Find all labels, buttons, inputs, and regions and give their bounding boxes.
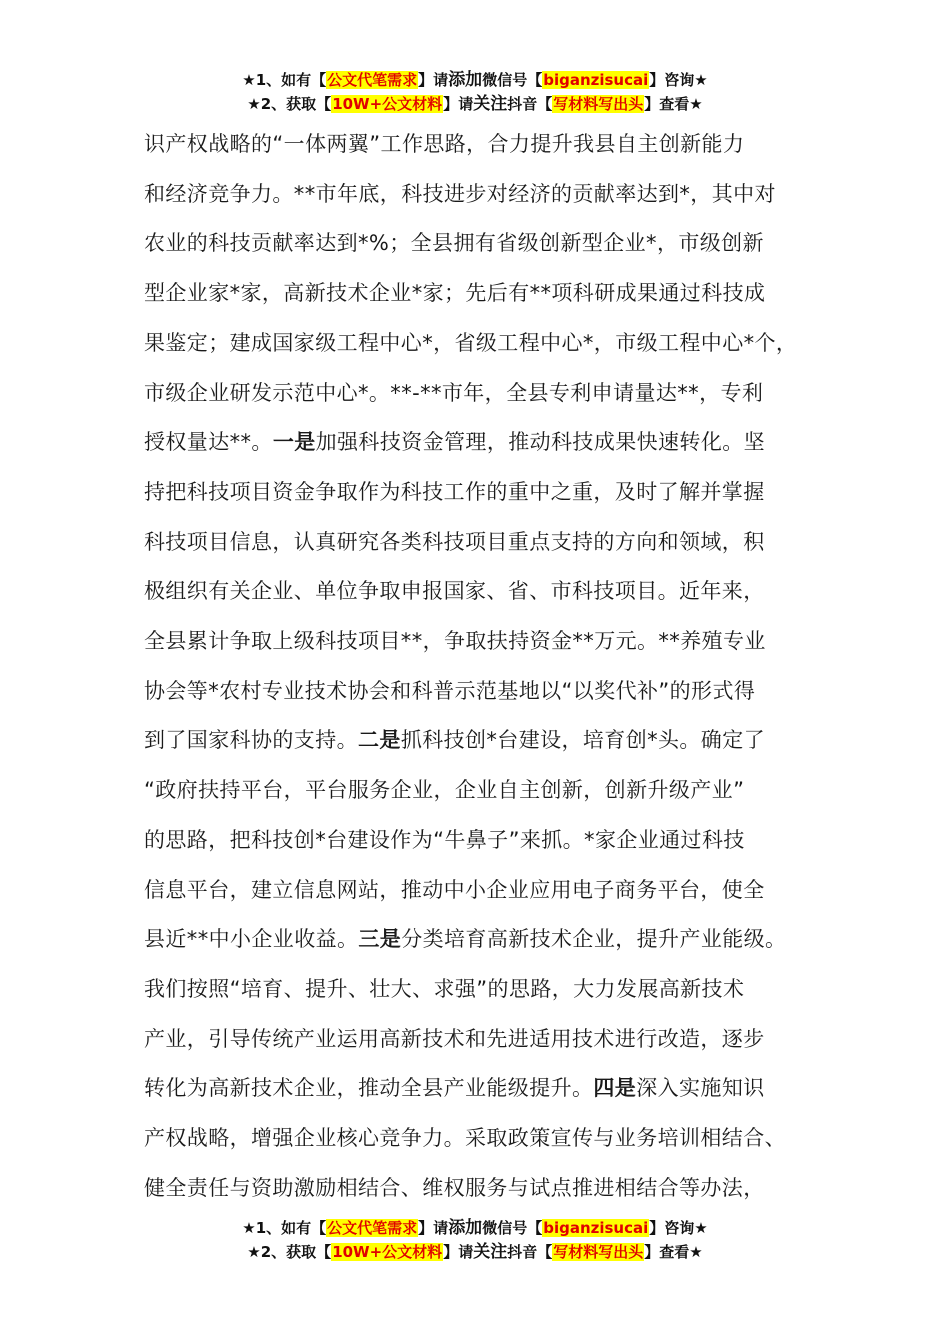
banner-text: ★2、获取【: [247, 1243, 332, 1261]
body-line: 全县累计争取上级科技项目**，争取扶持资金**万元。**养殖专业: [144, 629, 766, 654]
banner-emphasis: 添加: [448, 1218, 483, 1238]
banner-emphasis: 添加: [448, 70, 483, 90]
highlight-materials: 10W+公文材料: [332, 95, 443, 113]
highlight-materials: 10W+公文材料: [332, 1243, 443, 1261]
body-text: 转化为高新技术企业，推动全县产业能级提升。: [144, 1076, 594, 1101]
footer-banner: [0, 1216, 950, 1264]
body-line: 市级企业研发示范中心*。**-**市年，全县专利申请量达**，专利: [144, 380, 764, 405]
banner-emphasis: 关注: [473, 94, 508, 114]
point-marker-4: 四是: [593, 1076, 637, 1101]
document-body: [144, 120, 829, 1213]
body-line: 识产权战略的“一体两翼”工作思路，合力提升我县自主创新能力: [144, 132, 745, 156]
body-line: 信息平台，建立信息网站，推动中小企业应用电子商务平台，使全: [144, 877, 765, 902]
body-line: 产业，引导传统产业运用高新技术和先进适用技术进行改造，逐步: [144, 1026, 765, 1051]
banner-text: 】查看★: [644, 95, 703, 113]
body-line: 和经济竞争力。**市年底，科技进步对经济的贡献率达到*，其中对: [144, 181, 776, 206]
highlight-wechat-id: biganzisucai: [543, 71, 649, 89]
body-line: 我们按照“培育、提升、壮大、求强”的思路，大力发展高新技术: [144, 976, 745, 1001]
banner-text: 抖音【: [507, 1243, 553, 1261]
body-text: 授权量达**。: [144, 430, 273, 455]
body-text: 加强科技资金管理，推动科技成果快速转化。坚: [315, 430, 766, 455]
banner-text: 】咨询★: [649, 71, 708, 89]
banner-text: 微信号【: [482, 71, 543, 89]
banner-text: 】请: [418, 1219, 449, 1237]
body-line: 的思路，把科技创*台建设作为“牛鼻子”来抓。*家企业通过科技: [144, 827, 745, 852]
body-line: [144, 716, 829, 766]
banner-line-1: [0, 68, 950, 92]
body-line: [144, 418, 829, 468]
banner-text: 】请: [418, 71, 449, 89]
point-marker-2: 二是: [358, 728, 401, 753]
header-banner: [0, 68, 950, 116]
banner-text: ★1、如有【: [242, 1219, 327, 1237]
highlight-douyin-id: 写材料写出头: [553, 1243, 644, 1261]
banner-text: ★2、获取【: [247, 95, 332, 113]
body-line: 型企业家*家，高新技术企业*家；先后有**项科研成果通过科技成: [144, 281, 766, 306]
body-line: 产权战略，增强企业核心竞争力。采取政策宣传与业务培训相结合、: [144, 1126, 786, 1151]
banner-line-1: [0, 1216, 950, 1240]
body-text: 分类培育高新技术企业，提升产业能级。: [401, 927, 787, 952]
body-line: [144, 915, 829, 965]
highlight-service: 公文代笔需求: [327, 1219, 418, 1237]
point-marker-3: 三是: [358, 927, 402, 952]
body-text: 到了国家科协的支持。: [144, 728, 358, 753]
body-line: “政府扶持平台，平台服务企业，企业自主创新，创新升级产业”: [144, 778, 745, 803]
body-line: 协会等*农村专业技术协会和科普示范基地以“以奖代补”的形式得: [144, 678, 756, 703]
body-line: [144, 1064, 829, 1114]
highlight-service: 公文代笔需求: [327, 71, 418, 89]
body-line: 科技项目信息，认真研究各类科技项目重点支持的方向和领域，积: [144, 529, 765, 554]
body-text: 抓科技创*台建设，培育创*头。确定了: [400, 728, 766, 753]
highlight-douyin-id: 写材料写出头: [553, 95, 644, 113]
point-marker-1: 一是: [272, 430, 316, 455]
body-line: 持把科技项目资金争取作为科技工作的重中之重，及时了解并掌握: [144, 479, 765, 504]
body-text: 县近**中小企业收益。: [144, 927, 359, 952]
body-line: 果鉴定；建成国家级工程中心*，省级工程中心*，市级工程中心*个，: [144, 330, 798, 355]
banner-text: 微信号【: [482, 1219, 543, 1237]
banner-text: 】请: [443, 95, 474, 113]
banner-text: 】咨询★: [649, 1219, 708, 1237]
banner-text: ★1、如有【: [242, 71, 327, 89]
body-line: 健全责任与资助激励相结合、维权服务与试点推进相结合等办法，: [144, 1175, 765, 1200]
body-line: 极组织有关企业、单位争取申报国家、省、市科技项目。近年来，: [144, 579, 765, 604]
body-text: 深入实施知识: [636, 1076, 765, 1101]
banner-line-2: [0, 1240, 950, 1264]
banner-line-2: [0, 92, 950, 116]
banner-text: 】查看★: [644, 1243, 703, 1261]
banner-emphasis: 关注: [473, 1242, 508, 1262]
banner-text: 】请: [443, 1243, 474, 1261]
highlight-wechat-id: biganzisucai: [543, 1219, 649, 1237]
banner-text: 抖音【: [507, 95, 553, 113]
body-line: 农业的科技贡献率达到*%；全县拥有省级创新型企业*，市级创新: [144, 231, 764, 256]
